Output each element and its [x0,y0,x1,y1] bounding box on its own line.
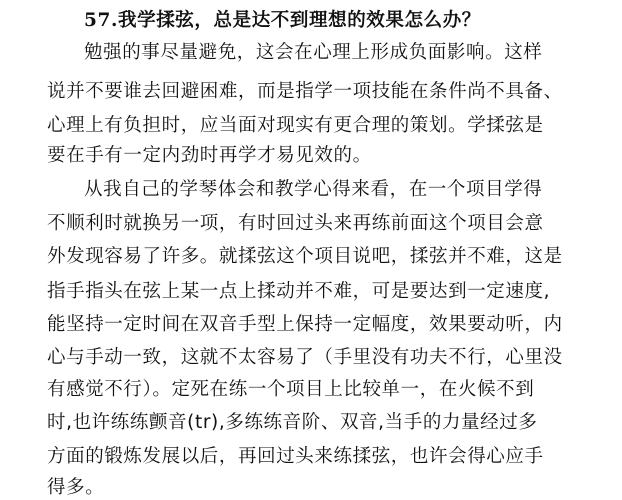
paragraph-line: 方面的锻炼发展以后，再回过头来练揉弦，也许会得心应手 [47,446,544,467]
paragraph-line: 说并不要谁去回避困难，而是指学一项技能在条件尚不具备、 [47,81,563,102]
paragraph-line: 不顺利时就换另一项，有时回过头来再练前面这个项目会意 [47,213,544,234]
paragraph-line: 能坚持一定时间在双音手型上保持一定幅度，效果要动听，内 [47,314,563,335]
paragraph-line: 心与手动一致，这就不太容易了（手里没有功夫不行，心里没 [47,347,563,368]
paragraph-line: 从我自己的学琴体会和教学心得来看，在一个项目学得 [84,179,543,200]
question-title: 我学揉弦，总是达不到理想的效果怎么办？ [118,10,481,31]
paragraph-line: 外发现容易了许多。就揉弦这个项目说吧，揉弦并不难，这是 [47,246,563,267]
question-number: 57. [84,10,118,31]
question-heading [84,9,481,33]
paragraph-line: 指手指头在弦上某一点上揉动并不难，可是要达到一定速度, [47,281,551,302]
paragraph-line: 时,也许练练颤音(tr),多练练音阶、双音,当手的力量经过多 [47,412,538,433]
paragraph-line: 勉强的事尽量避免，这会在心理上形成负面影响。这样 [84,42,543,63]
paragraph-line: 心理上有负担时，应当面对现实有更合理的策划。学揉弦是 [47,115,544,136]
paragraph-line: 要在手有一定内劲时再学才易见效的。 [47,145,372,166]
paragraph-line: 得多。 [47,477,105,498]
paragraph-line: 有感觉不行）。定死在练一个项目上比较单一，在火候不到 [47,379,535,400]
